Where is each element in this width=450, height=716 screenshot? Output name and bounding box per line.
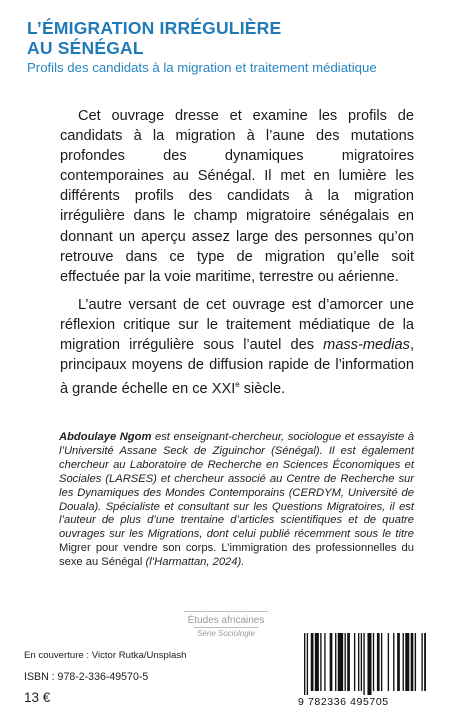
barcode-bar: [304, 633, 305, 695]
summary-paragraph-2-continued: , principaux moyens de diffusion rapide de l’information à grande échelle en ce XXI: [60, 337, 414, 398]
collection-series: Série Sociologie: [197, 629, 255, 638]
summary-paragraph-1: Cet ouvrage dresse et examine les profils de candidats à la migration à l’aune des mutations profondes des dynamiques migratoires contemporaines au Sénégal. Il met en lumière les différents profils des candidats à la migration irrégulière dans le champ migratoire sénégalais en donnant un aperçu assez large des personnes qu’on retrouve dans ce type de migration qu’elle soit effectuée par la voie maritime, terrestre ou aérienne.: [60, 108, 414, 285]
barcode-bar: [358, 633, 359, 691]
collection-top-rule: [184, 611, 268, 612]
century-superscript: e: [235, 380, 240, 390]
author-bio-text: est enseignant-chercheur, sociologue et essayiste à l’Université Assane Seck de Ziguinchor (Sénégal). Il est également chercheur au Laboratoire de Recherche en Sciences Économiques et Sociales (LARSES) et chercheur associé au Centre de Recherche sur les Dynamiques des Mondes Contemporains (CERDYM, Université de Douala). Spécialiste et consultant sur les Questions Migratoires, il est l’auteur de plus d’une trentaine d’articles scientifiques et de quatre ouvrages sur les Migrations, dont celui publié récemment sous le titre: [59, 431, 414, 541]
barcode-bar: [411, 633, 414, 691]
barcode-bar: [377, 633, 380, 691]
barcode-bar: [324, 633, 325, 691]
author-bio: [59, 431, 414, 570]
barcode-bar: [307, 633, 308, 695]
price: 13 €: [24, 690, 51, 705]
barcode-bar: [367, 633, 371, 695]
barcode: [298, 633, 426, 709]
book-title: [27, 18, 281, 58]
barcode-bar: [397, 633, 400, 691]
barcode-bar: [347, 633, 350, 691]
isbn: ISBN : 978-2-336-49570-5: [24, 671, 149, 683]
barcode-bar: [424, 633, 426, 691]
recent-book-title: Migrer pour vendre son corps. L’immigration des professionnelles du sexe au Sénégal: [59, 542, 414, 569]
book-title-line-2: AU SÉNÉGAL: [27, 38, 144, 58]
barcode-bar: [415, 633, 416, 691]
summary-paragraph-2-text: L’autre versant de cet ouvrage est d’amorcer une réflexion critique sur le traitement médiatique de la migration irrégulière sous l’autel des: [60, 296, 414, 354]
book-subtitle: Profils des candidats à la migration et traitement médiatique: [27, 60, 377, 75]
summary-paragraph-2: [60, 295, 414, 399]
barcode-bar: [363, 633, 364, 695]
barcode-number: 9 782336 495705: [298, 696, 389, 708]
barcode-bar: [393, 633, 394, 691]
barcode-bar: [320, 633, 321, 691]
barcode-bar: [330, 633, 333, 691]
barcode-bar: [311, 633, 314, 691]
summary-paragraph-2-end: siècle.: [239, 381, 286, 398]
barcode-bar: [403, 633, 404, 691]
author-name: Abdoulaye Ngom: [59, 431, 152, 443]
barcode-bar: [361, 633, 362, 691]
barcode-bar: [345, 633, 346, 691]
barcode-bar: [354, 633, 355, 691]
barcode-bar: [421, 633, 422, 691]
barcode-bar: [335, 633, 336, 691]
book-title-line-1: L’ÉMIGRATION IRRÉGULIÈRE: [27, 18, 282, 38]
book-summary: [60, 106, 414, 399]
barcode-bar: [315, 633, 319, 691]
collection-name: Études africaines: [187, 615, 265, 626]
barcode-bar: [338, 633, 343, 691]
barcode-bar: [381, 633, 382, 691]
barcode-bar: [373, 633, 374, 691]
collection-logo: [184, 611, 268, 640]
barcode-bar: [388, 633, 389, 691]
barcode-bar: [405, 633, 409, 691]
author-bio-end: (l’Harmattan, 2024).: [142, 556, 245, 569]
mass-medias-term: mass-medias: [323, 337, 410, 354]
barcode-bars: [298, 633, 426, 695]
cover-credit: En couverture : Victor Rutka/Unsplash: [24, 650, 187, 661]
